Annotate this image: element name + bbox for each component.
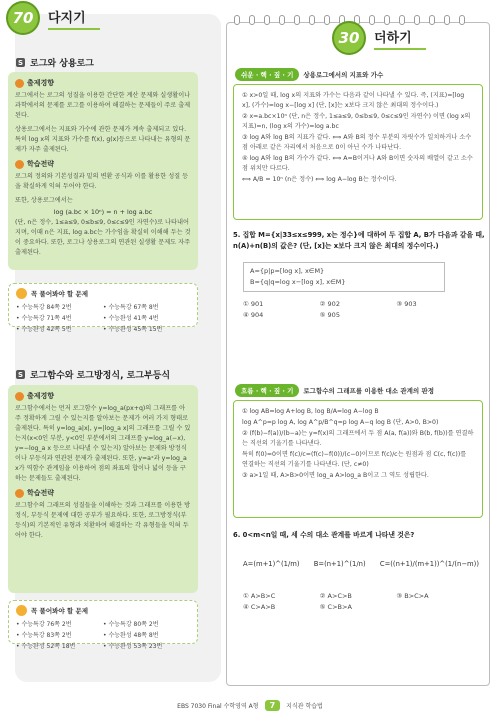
must-item: • 수능특강 83쪽 2번 bbox=[16, 632, 72, 639]
expr-a: A=(m+1)^(1/m) bbox=[243, 560, 300, 568]
footer-note: 지식관 학습법 bbox=[286, 703, 323, 710]
bar1 bbox=[235, 68, 383, 81]
bar2 bbox=[235, 384, 434, 397]
must-item: • 수능특강 80쪽 2번 bbox=[103, 621, 159, 628]
choice-4[interactable]: ④ C>A>B bbox=[243, 603, 276, 611]
section2-box bbox=[8, 385, 198, 593]
footer bbox=[0, 700, 500, 711]
trend-icon bbox=[15, 392, 24, 401]
section1-badge: S bbox=[17, 58, 24, 67]
question-5-choices bbox=[243, 300, 473, 319]
left-header-title: 다지기 bbox=[48, 7, 100, 30]
choice-4[interactable]: ④ 904 bbox=[243, 311, 264, 319]
must-item: • 수능완성 45쪽 15번 bbox=[103, 326, 163, 333]
ring-icon bbox=[429, 15, 435, 25]
must-item: • 수능특강 76쪽 2번 bbox=[16, 621, 72, 628]
question-6-expressions bbox=[243, 560, 479, 568]
panel2-item: ③ a>1일 때, A>B>0이면 log_a A>log_a B이고 그 역도 성립한다. bbox=[242, 472, 429, 479]
section1-strategy-text-3: (단, n은 정수, 1≤a≤9, 0≤b≤9, 0≤c≤9인 자연수)로 나타내어지며, 이때 n은 지표, log a.bc는 가수임을 확실히 이해해 두는 것이 중요하다. 또한, 로그나 상용로그의 연관된 실생활 문제도 자주 출제된다. bbox=[15, 219, 191, 256]
trend-icon bbox=[15, 79, 24, 88]
panel2-item: ② (f(b)−f(a))/(b−a)는 y=f(x)의 그래프에서 두 점 A(a, f(a))와 B(b, f(b))를 연결하는 직선의 기울기를 나타낸다. bbox=[242, 430, 474, 447]
section2-must-box bbox=[8, 600, 198, 650]
ring-icon bbox=[324, 15, 330, 25]
choice-5[interactable]: ⑤ 905 bbox=[319, 311, 340, 319]
panel2-item: ① log AB=log A+log B, log B/A=log A−log B bbox=[242, 408, 379, 415]
panel1-item: ⟺ A/B = 10ⁿ (n은 정수) ⟺ log A−log B는 정수이다. bbox=[242, 176, 397, 183]
section2-badge: S bbox=[17, 370, 24, 379]
section2-trend-heading: 출제경향 bbox=[15, 391, 191, 401]
panel1-item: ① x>0일 때, log x의 지표와 가수는 다음과 같이 나타낼 수 있다. 즉, (지표)=[log x], (가수)=log x−[log x] (단, [x]는 x보다 크지 않은 최대의 정수이다.) bbox=[242, 92, 465, 109]
strategy-icon bbox=[15, 489, 24, 498]
panel2 bbox=[233, 400, 483, 518]
panel1-item: ③ log A와 log B의 지표가 같다. ⟺ A와 B의 정수 부분의 자릿수가 일치하거나 소수점 아래로 같은 자리에서 처음으로 0이 아닌 수가 나타난다. bbox=[242, 134, 472, 151]
ring-icon bbox=[249, 15, 255, 25]
section2-strategy-heading: 학습전략 bbox=[15, 488, 191, 498]
must-item: • 수능완성 41쪽 4번 bbox=[103, 315, 159, 322]
section1-box bbox=[8, 72, 198, 270]
panel1 bbox=[233, 84, 483, 220]
section1-strategy-text-1: 로그의 정의와 기본성질과 밑의 변환 공식과 이를 활용한 성질 등을 확실하게 익혀 두어야 한다. bbox=[15, 173, 189, 190]
ring-icon bbox=[234, 15, 240, 25]
pin-icon bbox=[16, 288, 27, 299]
bar1-text: 상용로그에서의 지표와 가수 bbox=[303, 71, 384, 79]
right-header-title: 더하기 bbox=[374, 27, 426, 50]
section2-title-text: 로그함수와 로그방정식, 로그부등식 bbox=[30, 371, 171, 381]
must-item: • 수능특강 84쪽 2번 bbox=[16, 304, 72, 311]
section1-title bbox=[16, 56, 94, 69]
left-header bbox=[6, 4, 200, 32]
ring-icon bbox=[264, 15, 270, 25]
question-6-title: 6. 0<m<n일 때, 세 수의 대소 관계를 바르게 나타낸 것은? bbox=[233, 531, 415, 539]
section1-must-box bbox=[8, 283, 198, 333]
question-5-title: 5. 집합 M={x|33≤x≤999, x는 정수}에 대하여 두 집합 A, B가 다음과 같을 때, n(A)+n(B)의 값은? (단, [x]는 x보다 크지 않은 최대의 정수이다.) bbox=[233, 231, 485, 250]
set-b: B={q|q=log x−[log x], x∈M} bbox=[250, 278, 346, 286]
right-header-number: 30 bbox=[332, 21, 366, 55]
ring-icon bbox=[459, 15, 465, 25]
ring-icon bbox=[294, 15, 300, 25]
ring-icon bbox=[444, 15, 450, 25]
choice-3[interactable]: ③ 903 bbox=[396, 300, 417, 308]
footer-brand: EBS 7030 Final 수학영역 A형 bbox=[177, 703, 259, 710]
expr-b: B=(n+1)^(1/n) bbox=[313, 560, 366, 568]
must-item: • 수능특강 67쪽 8번 bbox=[103, 304, 159, 311]
bar1-label: 쉬운 · 핵 · 짚 · 기 bbox=[235, 68, 299, 81]
bar2-label: 흐름 · 핵 · 짚 · 기 bbox=[235, 384, 299, 397]
choice-2[interactable]: ② A>C>B bbox=[319, 592, 352, 600]
expr-c: C=((n+1)/(m+1))^(1/(n−m)) bbox=[379, 560, 479, 568]
section2-title bbox=[16, 368, 170, 381]
must-item: • 수능특강 71쪽 4번 bbox=[16, 315, 72, 322]
section2-strategy-text: 로그함수의 그래프의 성질들을 이해하는 것과 그래프를 이용한 방정식, 부등식 문제에 대한 공부가 필요하다. 또한, 로그방정식(부등식)의 기본적인 유형과 치환하여 해결하는 각 유형들을 익혀 두어야 한다. bbox=[15, 502, 191, 539]
question-5-set-box bbox=[243, 262, 445, 292]
section1-trend-heading: 출제경향 bbox=[15, 78, 191, 88]
set-a: A={p|p=[log x], x∈M} bbox=[250, 267, 325, 275]
choice-2[interactable]: ② 902 bbox=[319, 300, 340, 308]
must-item: • 수능완성 52쪽 18번 bbox=[16, 643, 76, 650]
section1-title-text: 로그와 상용로그 bbox=[30, 59, 94, 69]
choice-1[interactable]: ① A>B>C bbox=[243, 592, 276, 600]
choice-1[interactable]: ① 901 bbox=[243, 300, 264, 308]
ring-icon bbox=[279, 15, 285, 25]
section1-strategy-text-2: 또한, 상용로그에서는 bbox=[15, 197, 73, 204]
choice-5[interactable]: ⑤ C>B>A bbox=[319, 603, 352, 611]
section2-must-heading: 꼭 풀어봐야 할 문제 bbox=[16, 605, 190, 616]
right-header bbox=[332, 24, 426, 52]
section1-trend-text-1: 로그에서는 로그의 성질을 이용한 간단한 계산 문제와 실생활이나 과학에서의 문제를 로그를 이용하여 해결하는 문제들이 주로 출제된다. bbox=[15, 92, 191, 119]
pin-icon bbox=[16, 605, 27, 616]
section2-must-list bbox=[16, 619, 190, 650]
must-item: • 수능완성 53쪽 23번 bbox=[103, 643, 163, 650]
section2-trend-text: 로그함수에서는 먼저 로그함수 y=log_a(px+q)의 그래프를 아주 정확하게 그릴 수 있는지를 알아보는 문제가 여러 가지 형태로 출제된다. 특히 y=log_a|x|, y=|log_a x|의 그래프를 그릴 수 있는지(x<0인 부분, y<0인 부분에서의 그래프를 y=log_a(−x), y=−log_a x 등으로 나타낼 수 있는지) 알아보는 문제와 방정식이나 부등식과 연관된 문제가 출제된다. 또한, y=aˣ과 y=log_a x가 역함수 관계임을 이용하여 점의 좌표의 합이나 넓이 등을 구하는 문제들도 출제된다. bbox=[15, 405, 191, 482]
page-number: 7 bbox=[265, 700, 281, 711]
question-6-choices bbox=[243, 592, 473, 611]
ring-icon bbox=[309, 15, 315, 25]
panel2-item: log A^p=p log A, log A^p/B^q=p log A−q log B (단, A>0, B>0) bbox=[242, 419, 439, 426]
must-item: • 수능완성 48쪽 8번 bbox=[103, 632, 159, 639]
panel2-item: 특히 f(0)=0이면 f(c)/c=(f(c)−f(0))/(c−0)이므로 f(c)/c는 원점과 점 C(c, f(c))를 연결하는 직선의 기울기를 나타낸다. (단, c≠0) bbox=[242, 451, 467, 468]
panel1-item: ④ log A와 log B의 가수가 같다. ⟺ A=B이거나 A와 B이면 숫자의 배열이 같고 소수점 위치만 다르다. bbox=[242, 155, 473, 172]
panel1-item: ② x=a.bc×10ⁿ (단, n은 정수, 1≤a≤9, 0≤b≤9, 0≤c≤9인 자연수) 이면 (log x의 지표)=n, (log x의 가수)=log a.bc bbox=[242, 113, 471, 130]
section1-strategy-heading: 학습전략 bbox=[15, 159, 191, 169]
section1-formula: log (a.bc × 10ⁿ) = n + log a.bc bbox=[53, 208, 153, 216]
left-header-number: 70 bbox=[6, 1, 40, 35]
strategy-icon bbox=[15, 160, 24, 169]
choice-3[interactable]: ③ B>C>A bbox=[396, 592, 429, 600]
section1-must-heading: 꼭 풀어봐야 할 문제 bbox=[16, 288, 190, 299]
must-item: • 수능완성 42쪽 5번 bbox=[16, 326, 72, 333]
section1-must-list bbox=[16, 302, 190, 333]
section1-trend-text-2: 상용로그에서는 지표와 가수에 관한 문제가 계속 출제되고 있다. 특히 log x의 지표와 가수를 f(x), g(x)등으로 나타내는 유형의 문제가 자주 출제된다. bbox=[15, 126, 191, 153]
bar2-text: 로그함수의 그래프를 이용한 대소 관계의 판정 bbox=[303, 387, 435, 395]
